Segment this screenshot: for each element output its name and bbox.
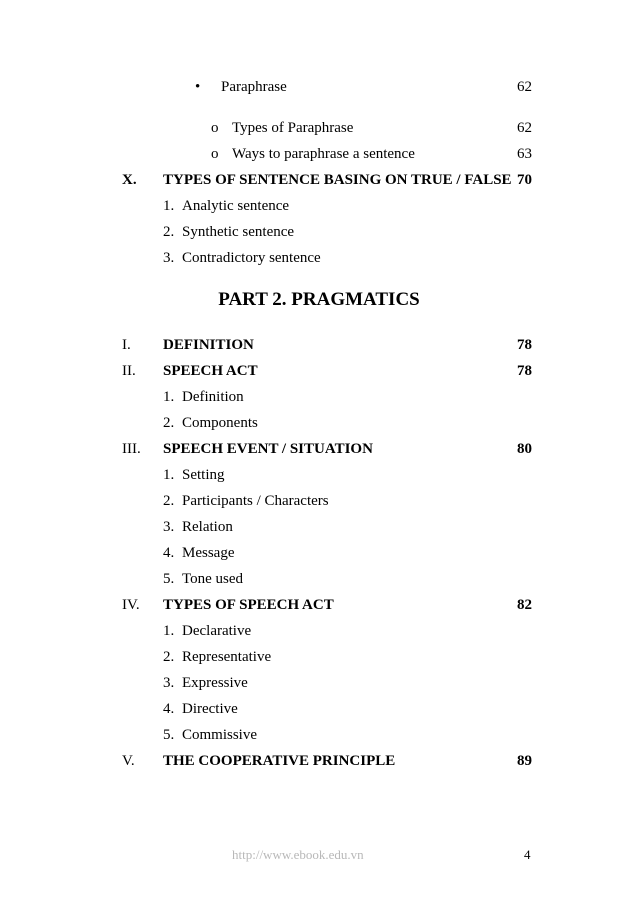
section-numeral: V. [122,753,135,769]
toc-entry-ways-to-paraphrase [0,143,638,165]
part-title: PART 2. PRAGMATICS [218,289,420,310]
subitem-label: Message [182,545,235,561]
subitem-number: 2. [163,224,175,240]
toc-page-number: 80 [517,441,532,457]
subitem-number: 2. [163,415,175,431]
subitem-number: 1. [163,198,175,214]
subitem-number: 3. [163,250,175,266]
subitem-label: Definition [182,389,244,405]
subitem-label: Analytic sentence [182,198,290,214]
subitem-label: Components [182,415,258,431]
toc-subitem [0,247,638,269]
toc-subitem [0,412,638,434]
toc-section [0,438,638,460]
subitem-number: 5. [163,571,175,587]
subitem-label: Contradictory sentence [182,250,321,266]
subitem-label: Setting [182,467,225,483]
toc-subitem [0,195,638,217]
subitem-label: Commissive [182,727,258,743]
subitem-number: 1. [163,389,175,405]
toc-page-number: 70 [517,172,532,188]
toc-subitem [0,646,638,668]
toc-section [0,750,638,772]
subitem-label: Synthetic sentence [182,224,295,240]
toc-entry-types-of-paraphrase [0,117,638,139]
subitem-label: Directive [182,701,238,717]
toc-subitem [0,672,638,694]
toc-subitem [0,464,638,486]
toc-page-number: 89 [517,753,532,769]
section-title: DEFINITION [163,337,254,353]
toc-subitem [0,386,638,408]
toc-subitem [0,542,638,564]
subitem-number: 4. [163,545,175,561]
footer-url: http://www.ebook.edu.vn [232,847,364,862]
toc-section [0,334,638,356]
footer-page-number: 4 [524,847,531,862]
subitem-number: 1. [163,467,175,483]
toc-entry-paraphrase [0,76,638,98]
toc-subitem [0,516,638,538]
section-title: THE COOPERATIVE PRINCIPLE [163,753,396,769]
bullet-icon: • [195,79,201,95]
section-numeral: IV. [122,597,140,613]
toc-page-number: 62 [517,79,532,95]
section-title: SPEECH ACT [163,363,258,379]
part-heading [0,288,638,312]
subitem-label: Participants / Characters [182,493,329,509]
section-numeral: I. [122,337,131,353]
toc-entry-label: Ways to paraphrase a sentence [232,146,415,162]
subitem-number: 4. [163,701,175,717]
section-title: TYPES OF SENTENCE BASING ON TRUE / FALSE [163,172,512,188]
circle-bullet-icon: o [211,120,219,136]
subitem-label: Declarative [182,623,252,639]
toc-section [0,360,638,382]
section-numeral: X. [122,172,137,188]
subitem-number: 3. [163,675,175,691]
section-numeral: II. [122,363,136,379]
toc-subitem [0,568,638,590]
subitem-label: Tone used [182,571,244,587]
toc-subitem [0,698,638,720]
toc-subitem [0,724,638,746]
toc-section-x [0,169,638,191]
subitem-number: 3. [163,519,175,535]
section-title: SPEECH EVENT / SITUATION [163,441,373,457]
toc-entry-label: Paraphrase [221,79,287,95]
subitem-label: Relation [182,519,233,535]
toc-page-number: 82 [517,597,532,613]
toc-entry-label: Types of Paraphrase [232,120,354,136]
section-title: TYPES OF SPEECH ACT [163,597,334,613]
subitem-label: Expressive [182,675,248,691]
toc-subitem [0,620,638,642]
subitem-number: 5. [163,727,175,743]
circle-bullet-icon: o [211,146,219,162]
section-numeral: III. [122,441,141,457]
toc-section [0,594,638,616]
subitem-label: Representative [182,649,272,665]
toc-page-number: 78 [517,363,532,379]
subitem-number: 1. [163,623,175,639]
subitem-number: 2. [163,649,175,665]
toc-page-number: 63 [517,146,532,162]
toc-subitem [0,221,638,243]
toc-page-number: 78 [517,337,532,353]
subitem-number: 2. [163,493,175,509]
toc-page-number: 62 [517,120,532,136]
toc-subitem [0,490,638,512]
